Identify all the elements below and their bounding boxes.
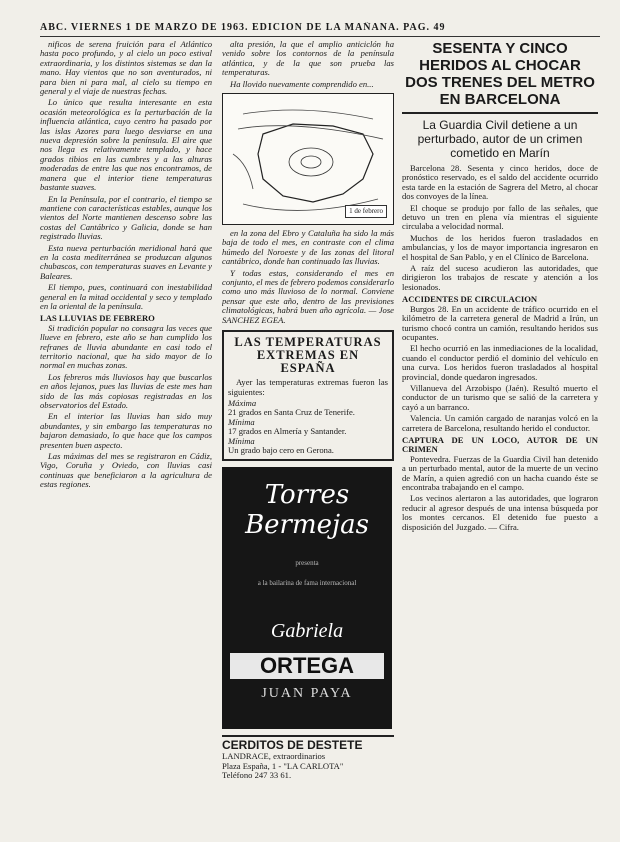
cerditos-line3: Teléfono 247 33 61. [222,770,292,781]
paragraph: en la zona del Ebro y Cataluña ha sido la más baja de todo el mes, en contraste con el clima húmedo del Noroeste y de las zonas del litoral cantábrico, donde han continuado las lluvias. [222,228,394,267]
temperatures-label-low: Mínima [228,435,255,446]
torres-bermejas-ad [222,467,392,729]
header-text: ABC. VIERNES 1 DE MARZO DE 1963. EDICION DE LA MAÑANA. PAG. 49 [40,22,446,33]
ad-tagline2: a la bailarina de fama internacional [257,579,357,588]
temperatures-label-max: Máxima [228,397,257,408]
headline-metro: SESENTA Y CINCO HERIDOS AL CHOCAR DOS TRENES DEL METRO EN BARCELONA [402,40,598,114]
paragraph: Muchos de los heridos fueron trasladados en ambulancias, y los de mayor importancia ingresaron en el hospital de San Pablo, y en el Clínico de Barcelona. [402,232,598,262]
paragraph: En la Península, por el contrario, el tiempo se mantiene con características estables, aunque los vientos del Norte mantienen descenso sobre las costas del Cantábrico y Galicia, donde se han registrado lluvias. [40,193,212,242]
paragraph: Barcelona 28. Sesenta y cinco heridos, doce de pronóstico reservado, es el saldo del accidente ocurrido esta tarde en la estación de Sagrera del Metro, al chocar dos convoyes de la línea. [402,163,598,202]
column-middle [222,40,394,810]
paragraph: Esta nueva perturbación meridional hará que en la costa mediterránea se produzcan algunos chubascos, con temperaturas suaves en Levante y Baleares. [40,242,212,281]
ad-brand-line1: Torres [264,480,350,511]
paragraph: A raíz del suceso acudieron las autoridades, que dirigieron los trabajos de rescate y atención a los lesionados. [402,263,598,292]
temperatures-low: Un grado bajo cero en Gerona. [228,444,334,455]
section-heading-accidentes: ACCIDENTES DE CIRCULACION [402,294,538,305]
cerditos-title: CERDITOS DE DESTETE [222,738,363,753]
paragraph: Villanueva del Arzobispo (Jaén). Resultó muerto el conductor de un turismo que se salió de la carretera y cayó a un barranco. [402,382,598,412]
paragraph: El hecho ocurrió en las inmediaciones de la localidad, cuando el conductor perdió el dominio del vehículo en una curva. Los heridos fueron trasladados al hospital provincial, donde quedaron ingresados. [402,343,598,382]
paragraph: En el interior las lluvias han sido muy abundantes, y sin embargo las temperaturas no bajaron demasiado, lo que hace que los campos presenten buen aspecto. [40,411,212,450]
ad-name-last: ORTEGA [230,653,384,679]
temperatures-min: 17 grados en Almería y Santander. [228,426,347,437]
paragraph: El tiempo, pues, continuará con inestabilidad general en la mitad occidental y seco y templado en la oriental de la península. [40,282,212,311]
paragraph: Y todas estas, considerando el mes en conjunto, el mes de febrero podemos considerarlo como uno más lluvioso de lo normal. Conviene pensar que este año, dentro de las previsiones climatológicas, habrá buen año agrícola. — Jose SANCHEZ EGEA. [222,267,394,325]
ad-name-first: Gabriela [270,620,344,643]
paragraph: alta presión, la que el amplio anticiclón ha venido sobre los contornos de la península atlántica, y de la que son prueba las temperaturas. [222,40,394,78]
paragraph: Los febreros más lluviosos hay que buscarlos en años lejanos, pues las lluvias de este mes han sido de las más copiosas registradas en los observatorios del Estado. [40,371,212,411]
weather-map [222,93,394,225]
temperatures-intro: Ayer las temperaturas extremas fueron las siguientes: [228,377,388,397]
paragraph: Burgos 28. En un accidente de tráfico ocurrido en el kilómetro de la carretera general de Madrid a Irún, un turismo chocó contra un camión, resultando heridos sus ocupantes. [402,303,598,342]
paragraph: Los vecinos alertaron a las autoridades, que lograron reducir al agresor después de una intensa búsqueda por los montes cercanos. El detenido fue puesto a disposición del Juzgado. — Cifra. [402,493,598,532]
ad-guest: JUAN PAYA [261,686,353,702]
paragraph: Si tradición popular no consagra las veces que llueve en febrero, este año se han cumplido los refranes de lluvia abundante en casi todo el territorio nacional, que ha sido mayor de lo normal en muchas zonas. [40,322,212,371]
temperatures-label-min: Mínima [228,416,255,427]
section-heading-crimen: CAPTURA DE UN LOCO, AUTOR DE UN CRIMEN [402,434,598,455]
cerditos-ad [222,735,394,780]
temperatures-max: 21 grados en Santa Cruz de Tenerife. [228,407,355,418]
cerditos-line1: LANDRACE, extraordinarios [222,751,326,762]
column-news [402,40,598,830]
temperatures-title: LAS TEMPERATURAS EXTREMAS EN ESPAÑA [234,335,382,376]
paragraph: Las máximas del mes se registraron en Cádiz, Vigo, Coruña y Oviedo, con lluvias casi continuas que beneficiaron a la agricultura de estas regiones. [40,451,212,490]
ad-tagline1: presenta [295,559,319,568]
paragraph: El choque se produjo por fallo de las señales, que detuvo un tren en plena vía mientras el siguiente circulaba a velocidad normal. [402,202,598,232]
map-date-label: 1 de febrero [345,205,387,218]
paragraph: Lo único que resulta interesante en esta ocasión meteorológica es la perturbación de la influencia atlántica, cuyo centro ha pasado por las islas Azores para luego desviarse en una nueva depresión sobre la península. El aire que nos llega es relativamente templado, y hace grados tibios en las cumbres y a las alturas moderadas de entre las que nos encontramos, de manera que el interior tiene temperaturas bastante suaves. [40,97,212,193]
paragraph: Pontevedra. Fuerzas de la Guardia Civil han detenido a un perturbado mental, autor de la muerte de un vecino de Marín, a quien agredió con un hacha cuando éste se encontraba trabajando en el campo. [402,453,598,492]
section-heading-lluvias: LAS LLUVIAS DE FEBRERO [40,313,155,324]
column-weather [40,40,212,810]
deck-guardia-civil: La Guardia Civil detiene a un perturbado, autor de un crimen cometido en Marín [417,118,583,160]
paragraph: Valencia. Un camión cargado de naranjas volcó en la carretera de Barcelona, resultando herido el conductor. [402,413,598,433]
map-caption: Ha llovido nuevamente comprendido en... [230,78,374,89]
cerditos-line2: Plaza España, 1 - "LA CARLOTA" [222,760,344,771]
paragraph: nificos de serena fruición para el Atlántico hasta poco profundo, y al cielo un poco estival extraordinaria, y los distintos sistemas se dan la mano. Hay vientos que no son aventurados, ni para bien ni para mal, al cielo su tiempo en general y el viaje de nuestras fechas. [40,40,212,97]
page-header [40,22,600,37]
temperatures-box [222,330,394,461]
ad-brand-line2: Bermejas [245,510,369,541]
